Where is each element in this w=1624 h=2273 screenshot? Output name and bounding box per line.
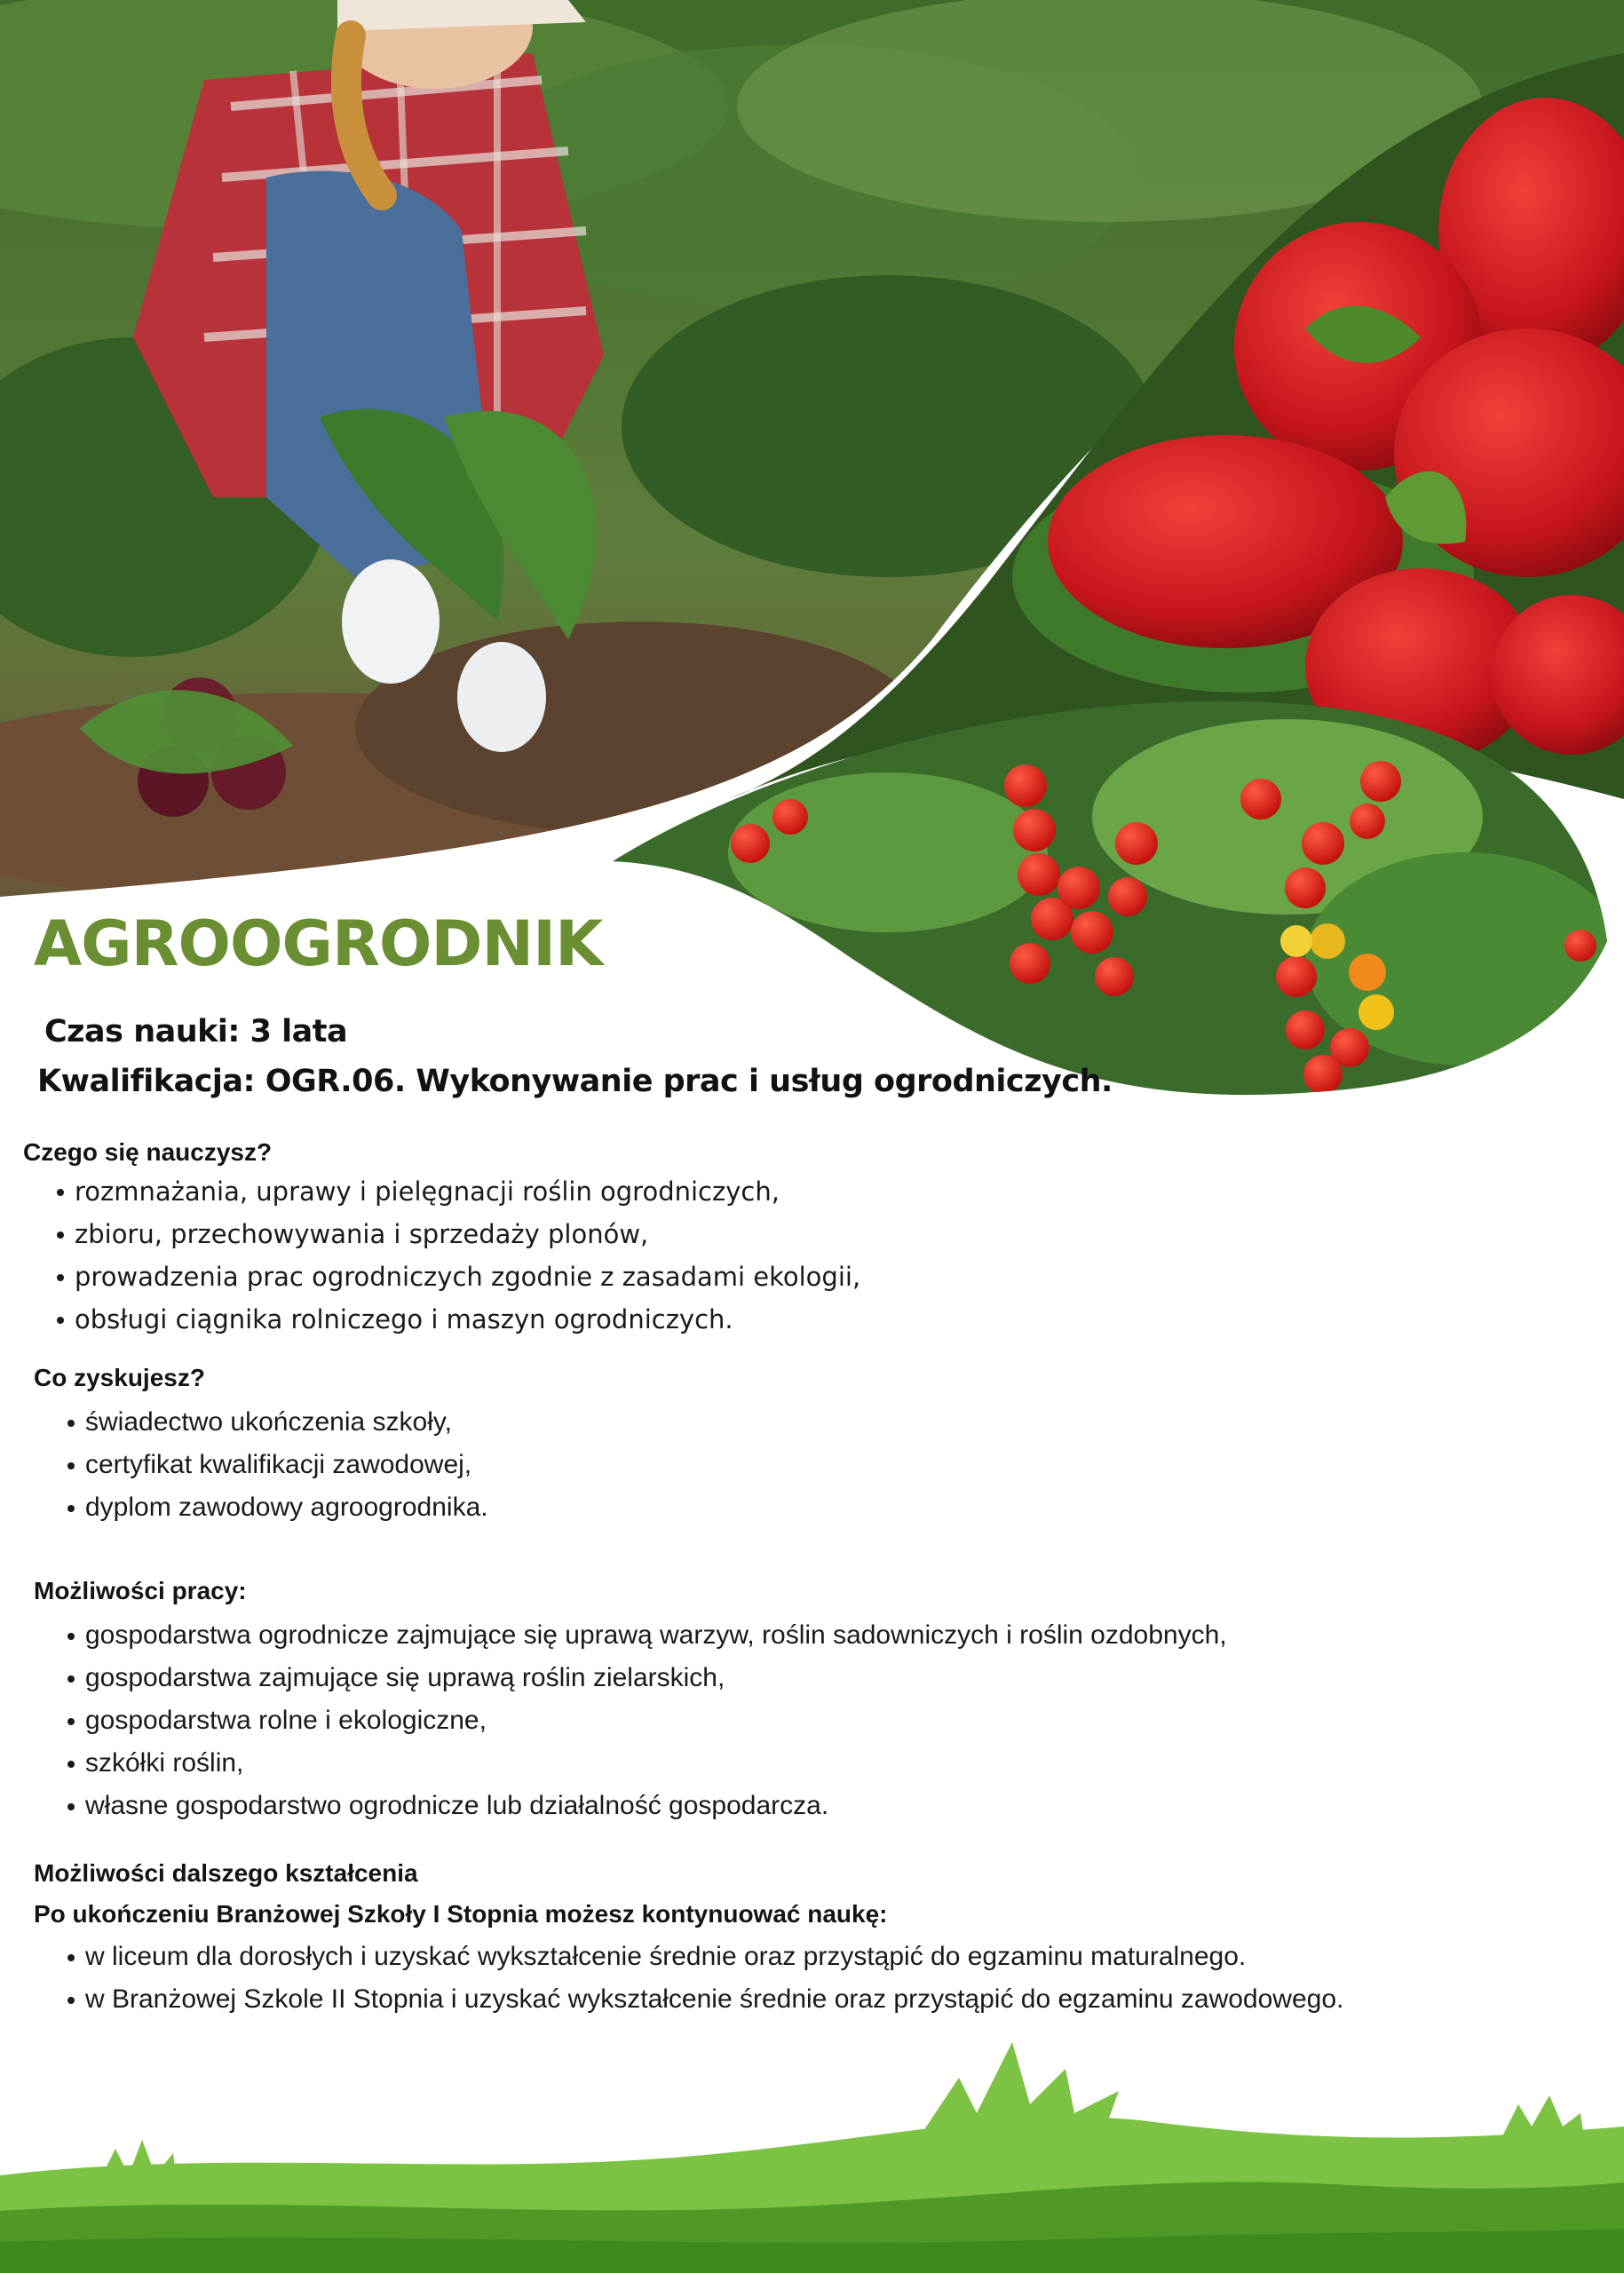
further-education-list [85, 1936, 1343, 2021]
list-item: świadectwo ukończenia szkoły, [85, 1401, 488, 1444]
study-duration: Czas nauki: 3 lata [44, 1014, 348, 1049]
list-item: dyplom zawodowy agroogrodnika. [85, 1486, 488, 1529]
page-title: AGROOGRODNIK [34, 907, 603, 980]
list-item: zbioru, przechowywania i sprzedaży plonów, [75, 1213, 860, 1255]
list-item: gospodarstwa zajmujące się uprawą roślin zielarskich, [85, 1657, 1227, 1699]
list-item: w Branżowej Szkole II Stopnia i uzyskać wykształcenie średnie oraz przystąpić do egzaminu zawodowego. [85, 1978, 1343, 2021]
list-item: certyfikat kwalifikacji zawodowej, [85, 1444, 488, 1486]
work-list [85, 1614, 1227, 1827]
list-item: rozmnażania, uprawy i pielęgnacji roślin ogrodniczych, [75, 1170, 860, 1213]
learn-list [75, 1170, 860, 1341]
list-item: własne gospodarstwo ogrodnicze lub działalność gospodarcza. [85, 1785, 1227, 1827]
grass-tuft-center [923, 2042, 1119, 2140]
qualification: Kwalifikacja: OGR.06. Wykonywanie prac i usług ogrodniczych. [37, 1064, 1113, 1099]
list-item: gospodarstwa rolne i ekologiczne, [85, 1699, 1227, 1742]
list-item: gospodarstwa ogrodnicze zajmujące się uprawą warzyw, roślin sadowniczych i roślin ozdobnych, [85, 1614, 1227, 1657]
further-education-subheading: Po ukończeniu Branżowej Szkoły I Stopnia możesz kontynuować naukę: [34, 1900, 888, 1928]
grass-footer [0, 2042, 1624, 2273]
work-heading: Możliwości pracy: [34, 1577, 247, 1604]
gain-list [85, 1401, 488, 1529]
list-item: szkółki roślin, [85, 1742, 1227, 1785]
list-item: w liceum dla dorosłych i uzyskać wykształcenie średnie oraz przystąpić do egzaminu maturalnego. [85, 1936, 1343, 1978]
list-item: prowadzenia prac ogrodniczych zgodnie z zasadami ekologii, [75, 1255, 860, 1298]
learn-heading: Czego się nauczysz? [23, 1138, 273, 1166]
gain-heading: Co zyskujesz? [34, 1364, 205, 1391]
grass-tuft-right [1501, 2095, 1585, 2144]
further-education-heading: Możliwości dalszego kształcenia [34, 1859, 418, 1887]
grass-tuft-left [98, 2140, 178, 2189]
list-item: obsługi ciągnika rolniczego i maszyn ogrodniczych. [75, 1298, 860, 1341]
